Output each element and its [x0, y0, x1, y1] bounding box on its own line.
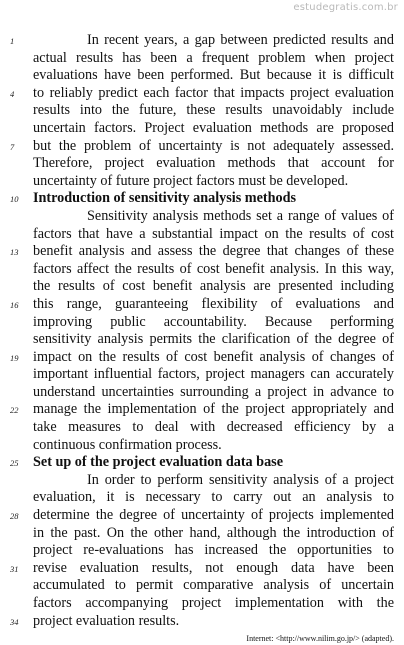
text-line — [0, 50, 404, 68]
line-number: 4 — [10, 88, 15, 99]
line-text: accumulated to permit comparative analysis of uncertain — [33, 577, 394, 594]
text-line — [0, 331, 404, 349]
line-text: important influential factors, project managers can accurately — [33, 366, 394, 383]
text-line — [0, 366, 404, 384]
line-number: 22 — [10, 405, 19, 416]
text-line — [0, 138, 404, 156]
source-citation: Internet: <http://www.nilim.go.jp/> (adapted). — [246, 634, 394, 643]
line-text: uncertain factors. Project evaluation methods are proposed — [33, 119, 394, 136]
text-line — [0, 542, 404, 560]
text-line — [0, 102, 404, 120]
line-number: 28 — [10, 511, 19, 522]
section-heading — [0, 454, 404, 472]
section-heading — [0, 190, 404, 208]
text-line — [0, 349, 404, 367]
line-text: impact on the results of cost benefit analysis of changes of — [33, 348, 394, 365]
line-text: revise evaluation results, not enough data have been — [33, 559, 394, 576]
line-text: evaluations have been performed. But because it is difficult — [33, 67, 394, 84]
text-line — [0, 32, 404, 50]
line-text: this range, guaranteeing flexibility of evaluations and — [33, 295, 394, 312]
line-text: take measures to deal with decreased efficiency by a — [33, 419, 394, 436]
text-line — [0, 314, 404, 332]
text-line — [0, 67, 404, 85]
line-number: 31 — [10, 563, 19, 574]
text-line — [0, 85, 404, 103]
line-text: factors that have a substantial impact on the results of cost — [33, 225, 394, 242]
line-number: 10 — [10, 194, 19, 205]
document-body — [0, 32, 404, 630]
line-text: uncertainty of future project factors must be developed. — [33, 172, 349, 189]
line-number: 19 — [10, 352, 19, 363]
line-text: to reliably predict each factor that impacts project evaluation — [33, 84, 394, 101]
text-line — [0, 401, 404, 419]
line-number: 34 — [10, 616, 19, 627]
line-text: improving public accountability. Because performing — [33, 313, 394, 330]
line-number: 7 — [10, 141, 15, 152]
text-line — [0, 560, 404, 578]
line-text: continuous confirmation process. — [33, 436, 222, 453]
text-line — [0, 208, 404, 226]
heading-text: Introduction of sensitivity analysis methods — [33, 190, 297, 207]
line-text: Sensitivity analysis methods set a range of values of — [87, 207, 394, 224]
text-line — [0, 120, 404, 138]
line-text: actual results has been a frequent problem when project — [33, 49, 394, 66]
text-line — [0, 173, 404, 191]
line-text: project evaluation results. — [33, 612, 180, 629]
line-number: 16 — [10, 299, 19, 310]
line-text: in the past. On the other hand, although the introduction of — [33, 524, 394, 541]
line-text: Therefore, project evaluation methods that account for — [33, 155, 394, 172]
text-line — [0, 595, 404, 613]
line-text: factors affect the results of cost benefit analysis. In this way, — [33, 260, 394, 277]
text-line — [0, 243, 404, 261]
text-line — [0, 226, 404, 244]
text-line — [0, 525, 404, 543]
text-line — [0, 489, 404, 507]
line-number: 1 — [10, 36, 15, 46]
line-text: In order to perform sensitivity analysis of a project — [87, 471, 394, 488]
heading-text: Set up of the project evaluation data base — [33, 454, 283, 471]
text-line — [0, 472, 404, 490]
line-text: project re-evaluations has increased the opportunities to — [33, 542, 394, 559]
text-line — [0, 384, 404, 402]
text-line — [0, 261, 404, 279]
line-text: benefit analysis and assess the degree that changes of these — [33, 243, 394, 260]
line-text: the results of cost benefit analysis are presented including — [33, 278, 394, 295]
text-line — [0, 507, 404, 525]
line-text: evaluation, it is necessary to carry out an analysis to — [33, 489, 394, 506]
line-text: results into the future, these results unavoidably include — [33, 102, 394, 119]
site-watermark: estudegratis.com.br — [293, 2, 398, 13]
line-text: manage the implementation of the project appropriately and — [33, 401, 394, 418]
text-line — [0, 613, 404, 631]
line-text: but the problem of uncertainty is not adequately assessed. — [33, 137, 394, 154]
text-line — [0, 155, 404, 173]
text-line — [0, 278, 404, 296]
text-line — [0, 577, 404, 595]
line-text: factors accompanying project implementation with the — [33, 595, 394, 611]
line-text: understand uncertainties surrounding a project in advance to — [33, 383, 394, 400]
text-line — [0, 419, 404, 437]
line-text: In recent years, a gap between predicted results and — [87, 32, 394, 48]
line-text: sensitivity analysis permits the clarification of the degree of — [33, 331, 394, 348]
text-line — [0, 296, 404, 314]
line-number: 13 — [10, 247, 19, 258]
line-text: determine the degree of uncertainty of projects implemented — [33, 507, 394, 524]
line-number: 25 — [10, 458, 19, 469]
text-line — [0, 437, 404, 455]
